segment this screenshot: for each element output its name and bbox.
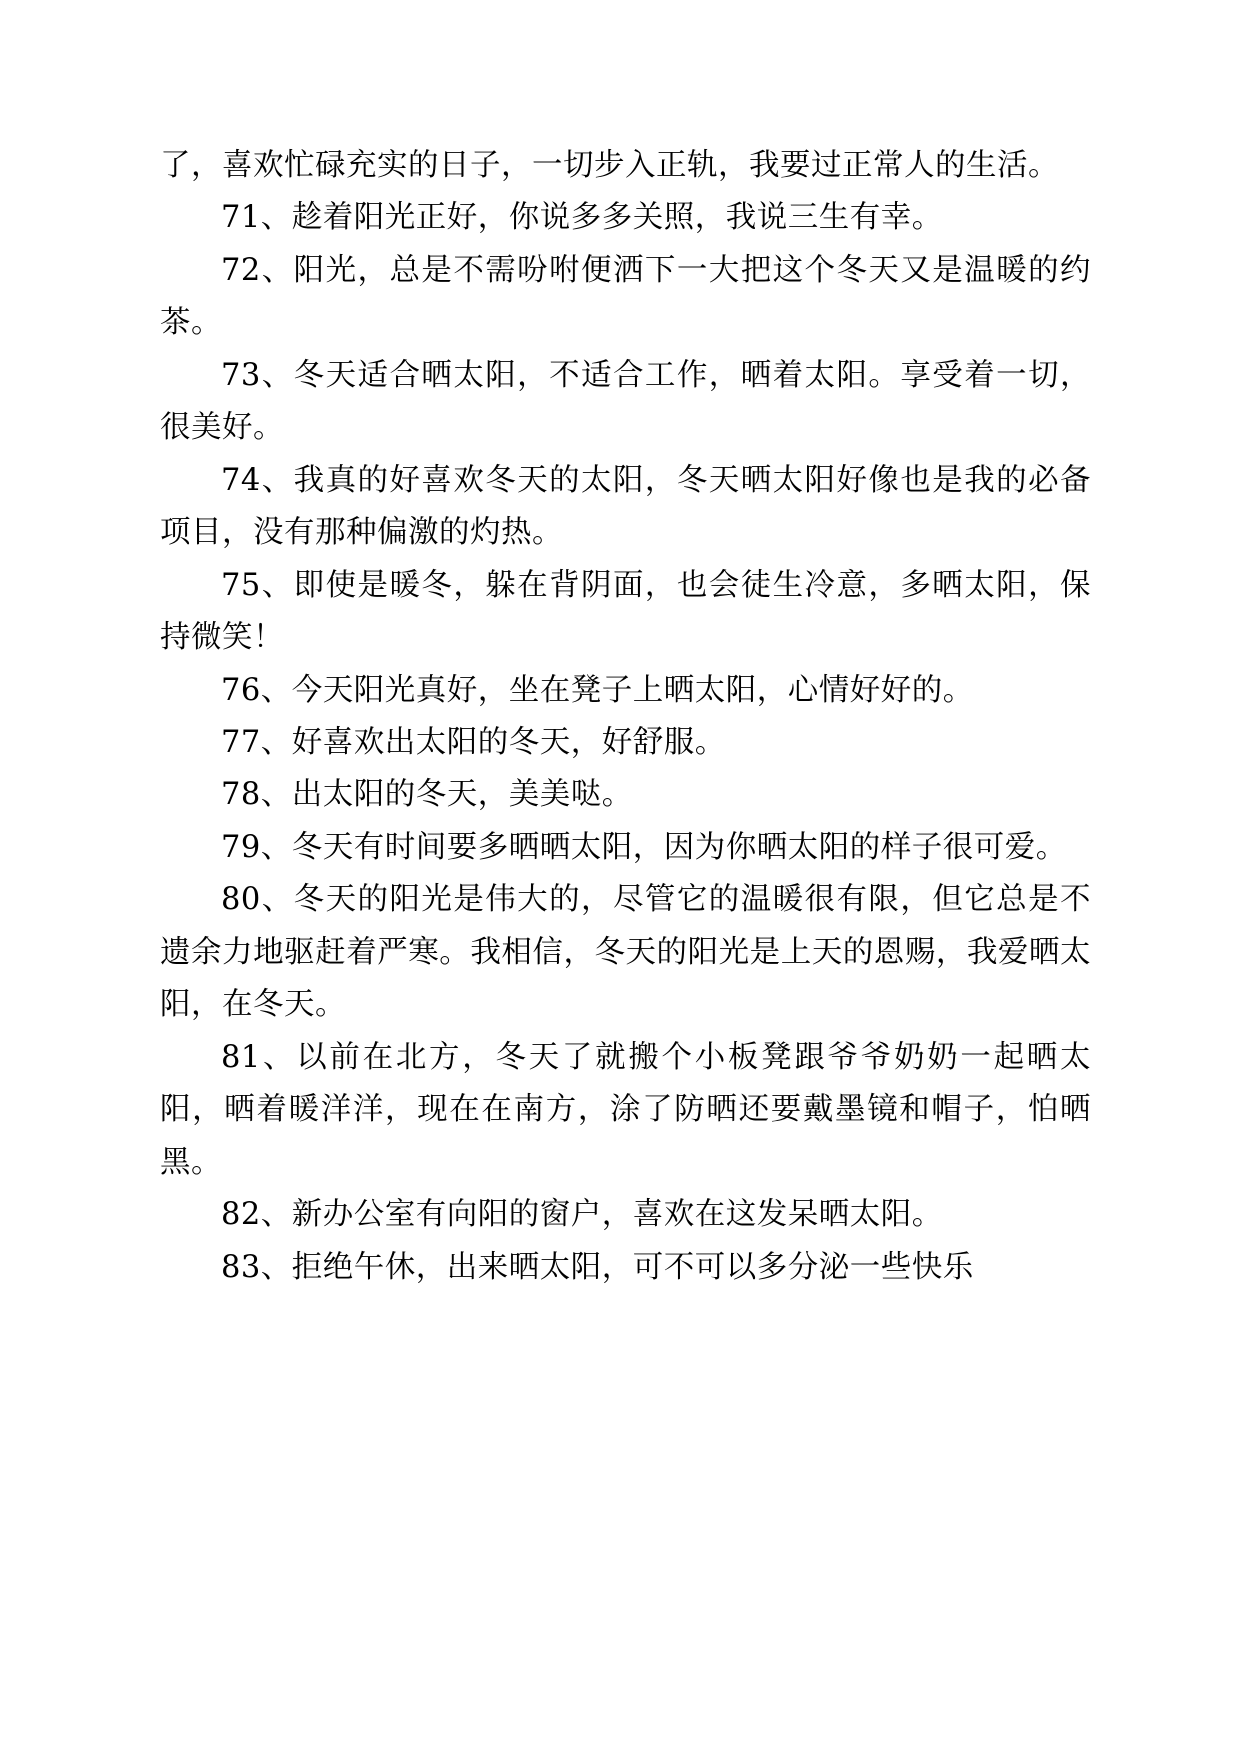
paragraph: 78、出太阳的冬天，美美哒。 (221, 777, 633, 813)
paragraph: 79、冬天有时间要多晒晒太阳，因为你晒太阳的样子很可爱。 (221, 829, 1067, 865)
paragraph: 82、新办公室有向阳的窗户，喜欢在这发呆晒太阳。 (221, 1197, 943, 1233)
paragraph: 72、阳光，总是不需吩咐便洒下一大把这个冬天又是温暖的约茶。 (160, 252, 1091, 341)
paragraph: 73、冬天适合晒太阳，不适合工作，晒着太阳。享受着一切，很美好。 (160, 357, 1091, 446)
paragraph: 77、好喜欢出太阳的冬天，好舒服。 (221, 724, 726, 760)
paragraph: 80、冬天的阳光是伟大的，尽管它的温暖很有限，但它总是不遗余力地驱赶着严寒。我相信，冬天的阳光是上天的恩赐，我爱晒太阳，在冬天。 (160, 882, 1091, 1023)
paragraph: 83、拒绝午休，出来晒太阳，可不可以多分泌一些快乐 (221, 1249, 974, 1285)
paragraph: 了，喜欢忙碌充实的日子，一切步入正轨，我要过正常人的生活。 (160, 148, 1059, 183)
document-body (160, 140, 1091, 1294)
paragraph: 81、以前在北方，冬天了就搬个小板凳跟爷爷奶奶一起晒太阳，晒着暖洋洋，现在在南方，涂了防晒还要戴墨镜和帽子，怕晒黑。 (160, 1039, 1091, 1180)
paragraph: 75、即使是暖冬，躲在背阴面，也会徒生冷意，多晒太阳，保持微笑！ (160, 567, 1091, 656)
paragraph: 74、我真的好喜欢冬天的太阳，冬天晒太阳好像也是我的必备项目，没有那种偏激的灼热。 (160, 462, 1091, 551)
paragraph: 76、今天阳光真好，坐在凳子上晒太阳，心情好好的。 (221, 672, 974, 708)
paragraph: 71、趁着阳光正好，你说多多关照，我说三生有幸。 (221, 200, 943, 236)
